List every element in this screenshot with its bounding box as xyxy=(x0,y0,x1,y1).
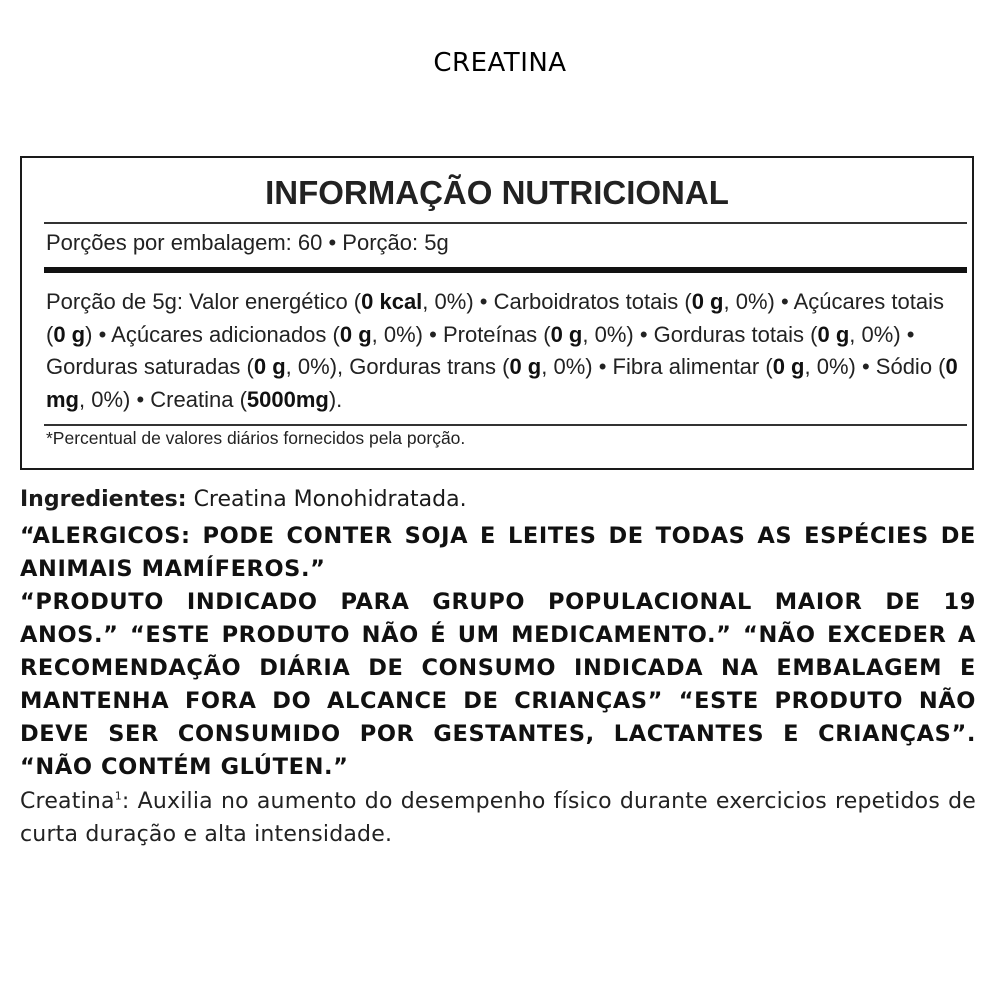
nutrient-name: Açúcares adicionados ( xyxy=(111,321,340,347)
nutrient-dv: , 0%) xyxy=(422,289,474,314)
nutrient-dv: , 0%) xyxy=(582,321,634,347)
nutrient-name: Gorduras totais ( xyxy=(653,321,818,347)
heading-divider xyxy=(44,222,967,224)
nutrient-name: Sódio ( xyxy=(875,354,946,379)
claim-superscript: 1 xyxy=(114,789,122,803)
nutrient-amount: 0 g xyxy=(339,321,372,347)
nutrient-item xyxy=(654,322,901,347)
nutrient-item xyxy=(189,289,474,314)
daily-value-footnote: *Percentual de valores diários fornecidos pela porção. xyxy=(46,428,466,448)
nutrient-dv: ) xyxy=(85,321,93,347)
nutrient-item xyxy=(443,322,634,347)
ingredients-text: Creatina Monohidratada. xyxy=(186,487,467,512)
nutrients-paragraph xyxy=(46,286,968,416)
nutrient-item xyxy=(111,322,423,347)
nutrient-name: Valor energético ( xyxy=(189,289,362,314)
nutrient-item xyxy=(613,354,856,379)
nutrient-amount: 0 g xyxy=(772,354,805,379)
nutrient-name: Açúcares totais ( xyxy=(46,289,944,347)
nutrition-facts-table xyxy=(20,156,974,470)
warnings-block xyxy=(20,520,976,784)
nutrient-amount: 5000mg xyxy=(246,386,329,412)
nutrient-name: Carboidratos totais ( xyxy=(493,289,692,314)
nutrient-name: Proteínas ( xyxy=(442,321,551,347)
nutrient-item xyxy=(494,289,775,314)
servings-line: Porções por embalagem: 60 • Porção: 5g xyxy=(46,230,449,255)
nutrient-amount: 0 g xyxy=(550,321,583,347)
nutrient-name: Gorduras trans ( xyxy=(349,354,510,379)
footnote-divider xyxy=(44,424,967,426)
nutrient-amount: 0 g xyxy=(817,321,850,347)
usage-notices: “PRODUTO INDICADO PARA GRUPO POPULACIONAL MAIOR DE 19 ANOS.” “ESTE PRODUTO NÃO É UM MEDICAMENTO.” “NÃO EXCEDER A RECOMENDAÇÃO DIÁRIA DE CONSUMO INDICADA NA EMBALAGEM E MANTENHA FORA DO ALCANCE DE CRIANÇAS” “ESTE PRODUTO NÃO DEVE SER CONSUMIDO POR GESTANTES, LACTANTES E CRIANÇAS”. “NÃO CONTÉM GLÚTEN.” xyxy=(20,589,976,780)
nutrient-amount: 0 g xyxy=(691,289,724,314)
functional-claim xyxy=(20,785,976,851)
nutrient-item xyxy=(150,387,336,412)
claim-subject: Creatina xyxy=(20,789,115,814)
nutrient-dv: , 0%) xyxy=(79,386,131,412)
nutrient-dv: , 0%) xyxy=(723,289,775,314)
nutrient-item xyxy=(46,354,337,379)
nutrition-table-heading: INFORMAÇÃO NUTRICIONAL xyxy=(265,174,729,211)
product-title: CREATINA xyxy=(433,48,567,78)
allergen-warning: “ALERGICOS: PODE CONTER SOJA E LEITES DE TODAS AS ESPÉCIES DE ANIMAIS MAMÍFEROS.” xyxy=(20,523,976,582)
nutrient-list: Valor energético (0 kcal, 0%) • Carboidratos totais (0 g, 0%) • Açúcares totais (0 g) • Açúcares adicionados (0 g, 0%) • Proteínas (0 g, 0%) • Gorduras totais (0 g, 0%) • Gorduras saturadas (0 g, 0%), Gorduras trans (0 g, 0%) • Fibra alimentar (0 g, 0%) • Sódio (0 mg, 0%) • Creatina (5000mg). xyxy=(46,289,958,412)
nutrient-amount: 0 g xyxy=(53,321,86,347)
nutrient-name: Creatina ( xyxy=(150,386,247,412)
nutrient-dv: , 0%) xyxy=(285,354,338,379)
nutrient-item xyxy=(349,354,592,379)
nutrient-dv: , 0%) xyxy=(849,321,901,347)
nutrient-dv: ) xyxy=(328,386,337,412)
nutrients-intro: Porção de 5g: xyxy=(46,289,190,314)
ingredients-label: Ingredientes: xyxy=(20,487,187,512)
nutrient-name: Gorduras saturadas ( xyxy=(46,354,254,379)
nutrient-dv: , 0%) xyxy=(371,321,424,347)
claim-text: : Auxilia no aumento do desempenho físico durante exercicios repetidos de curta duração e alta intensidade. xyxy=(20,789,976,847)
nutrient-dv: , 0%) xyxy=(541,354,593,379)
nutrient-name: Fibra alimentar ( xyxy=(612,354,773,379)
nutrient-amount: 0 mg xyxy=(46,354,958,412)
nutrient-amount: 0 kcal xyxy=(361,289,423,314)
ingredients-line xyxy=(20,487,976,512)
nutrient-dv: , 0%) xyxy=(804,354,856,379)
nutrient-amount: 0 g xyxy=(509,354,542,379)
servings-divider xyxy=(44,267,967,273)
nutrient-amount: 0 g xyxy=(253,354,286,379)
